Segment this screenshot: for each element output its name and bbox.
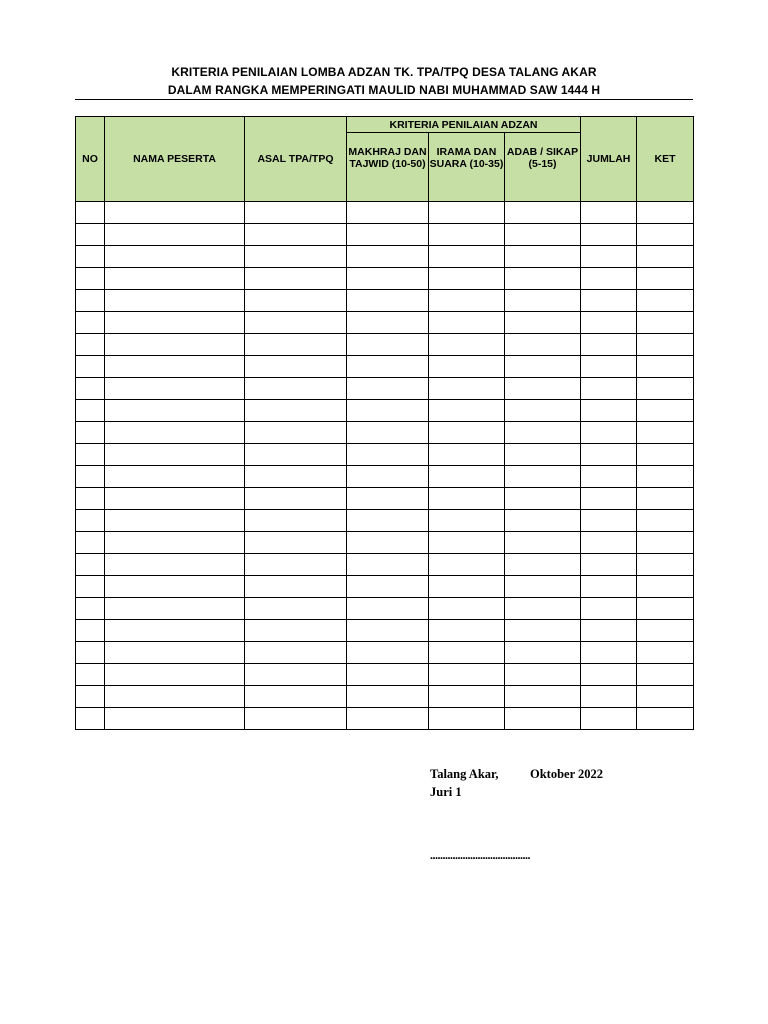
table-cell: [105, 400, 245, 422]
table-cell: [76, 400, 105, 422]
table-row: [76, 488, 694, 510]
table-cell: [505, 422, 581, 444]
table-cell: [245, 664, 347, 686]
table-cell: [505, 686, 581, 708]
table-cell: [76, 356, 105, 378]
table-cell: [76, 642, 105, 664]
table-cell: [347, 312, 429, 334]
table-cell: [505, 664, 581, 686]
table-cell: [505, 708, 581, 730]
table-cell: [637, 378, 694, 400]
table-cell: [505, 510, 581, 532]
table-cell: [581, 422, 637, 444]
table-cell: [105, 576, 245, 598]
table-cell: [245, 576, 347, 598]
table-cell: [105, 356, 245, 378]
table-cell: [581, 488, 637, 510]
table-cell: [637, 642, 694, 664]
table-cell: [581, 312, 637, 334]
table-row: [76, 664, 694, 686]
table-cell: [637, 598, 694, 620]
table-cell: [637, 708, 694, 730]
table-cell: [245, 598, 347, 620]
document-title-line-1: KRITERIA PENILAIAN LOMBA ADZAN TK. TPA/TPQ DESA TALANG AKAR: [171, 65, 597, 79]
table-cell: [245, 708, 347, 730]
table-cell: [76, 620, 105, 642]
table-cell: [429, 686, 505, 708]
table-row: [76, 356, 694, 378]
table-row: [76, 532, 694, 554]
table-row: [76, 708, 694, 730]
table-cell: [105, 510, 245, 532]
table-cell: [347, 224, 429, 246]
table-cell: [637, 686, 694, 708]
table-cell: [347, 422, 429, 444]
table-cell: [76, 488, 105, 510]
table-cell: [581, 576, 637, 598]
table-cell: [245, 224, 347, 246]
table-row: [76, 378, 694, 400]
table-cell: [245, 378, 347, 400]
table-cell: [429, 356, 505, 378]
table-cell: [429, 334, 505, 356]
title-divider: [75, 99, 693, 100]
table-cell: [505, 620, 581, 642]
table-cell: [429, 224, 505, 246]
table-cell: [245, 246, 347, 268]
table-row: [76, 642, 694, 664]
table-row: [76, 422, 694, 444]
table-row: [76, 312, 694, 334]
table-cell: [581, 708, 637, 730]
table-cell: [429, 202, 505, 224]
table-cell: [581, 268, 637, 290]
table-cell: [347, 488, 429, 510]
header-nama-peserta: NAMA PESERTA: [105, 117, 245, 202]
table-cell: [347, 664, 429, 686]
table-cell: [581, 664, 637, 686]
table-cell: [347, 444, 429, 466]
table-cell: [347, 290, 429, 312]
table-cell: [505, 202, 581, 224]
table-cell: [105, 708, 245, 730]
table-cell: [76, 378, 105, 400]
table-cell: [429, 290, 505, 312]
table-cell: [105, 532, 245, 554]
table-cell: [637, 444, 694, 466]
table-cell: [245, 554, 347, 576]
table-cell: [505, 466, 581, 488]
table-cell: [429, 444, 505, 466]
table-cell: [76, 290, 105, 312]
table-cell: [429, 554, 505, 576]
table-cell: [581, 620, 637, 642]
table-cell: [637, 554, 694, 576]
table-cell: [76, 598, 105, 620]
table-cell: [505, 334, 581, 356]
table-row: [76, 246, 694, 268]
table-row: [76, 510, 694, 532]
table-cell: [76, 224, 105, 246]
table-cell: [245, 488, 347, 510]
table-cell: [581, 510, 637, 532]
table-cell: [76, 708, 105, 730]
table-cell: [505, 378, 581, 400]
table-cell: [76, 576, 105, 598]
table-cell: [105, 202, 245, 224]
header-asal-tpa: ASAL TPA/TPQ: [245, 117, 347, 202]
table-cell: [76, 202, 105, 224]
table-cell: [637, 290, 694, 312]
table-cell: [505, 246, 581, 268]
table-cell: [505, 444, 581, 466]
table-cell: [581, 598, 637, 620]
table-cell: [245, 510, 347, 532]
table-cell: [581, 356, 637, 378]
table-cell: [105, 642, 245, 664]
table-cell: [347, 246, 429, 268]
table-cell: [429, 598, 505, 620]
table-cell: [105, 488, 245, 510]
table-cell: [637, 334, 694, 356]
table-cell: [581, 290, 637, 312]
table-cell: [245, 400, 347, 422]
table-row: [76, 686, 694, 708]
document-title-line-2: DALAM RANGKA MEMPERINGATI MAULID NABI MUHAMMAD SAW 1444 H: [167, 83, 601, 97]
table-row: [76, 576, 694, 598]
table-cell: [581, 532, 637, 554]
table-cell: [429, 664, 505, 686]
table-cell: [105, 444, 245, 466]
table-cell: [505, 576, 581, 598]
header-makhraj-tajwid: MAKHRAJ DAN TAJWID (10-50): [347, 133, 429, 202]
table-cell: [429, 422, 505, 444]
table-cell: [245, 422, 347, 444]
table-row: [76, 598, 694, 620]
table-cell: [347, 268, 429, 290]
table-cell: [105, 686, 245, 708]
header-kriteria-group: KRITERIA PENILAIAN ADZAN: [347, 117, 581, 133]
table-cell: [245, 686, 347, 708]
table-cell: [637, 268, 694, 290]
table-cell: [637, 532, 694, 554]
table-cell: [581, 400, 637, 422]
score-table: [75, 116, 694, 730]
table-cell: [76, 444, 105, 466]
table-cell: [505, 554, 581, 576]
table-row: [76, 554, 694, 576]
table-cell: [581, 444, 637, 466]
table-cell: [105, 334, 245, 356]
table-cell: [429, 642, 505, 664]
table-cell: [505, 488, 581, 510]
header-adab-sikap: ADAB / SIKAP (5-15): [505, 133, 581, 202]
table-cell: [429, 488, 505, 510]
table-cell: [637, 488, 694, 510]
table-cell: [347, 598, 429, 620]
table-cell: [245, 202, 347, 224]
table-row: [76, 290, 694, 312]
table-cell: [76, 664, 105, 686]
table-row: [76, 444, 694, 466]
table-cell: [429, 378, 505, 400]
table-cell: [637, 620, 694, 642]
table-cell: [505, 356, 581, 378]
table-cell: [637, 224, 694, 246]
table-cell: [245, 444, 347, 466]
table-cell: [581, 378, 637, 400]
table-cell: [505, 532, 581, 554]
table-cell: [105, 598, 245, 620]
table-cell: [581, 224, 637, 246]
table-cell: [105, 554, 245, 576]
table-cell: [76, 686, 105, 708]
header-ket: KET: [637, 117, 694, 202]
table-cell: [581, 642, 637, 664]
table-cell: [581, 202, 637, 224]
table-cell: [637, 422, 694, 444]
table-cell: [105, 268, 245, 290]
table-cell: [105, 246, 245, 268]
table-cell: [245, 356, 347, 378]
table-cell: [105, 224, 245, 246]
table-row: [76, 466, 694, 488]
table-cell: [105, 422, 245, 444]
table-cell: [505, 642, 581, 664]
table-row: [76, 334, 694, 356]
table-cell: [245, 620, 347, 642]
table-cell: [76, 422, 105, 444]
signature-place: Talang Akar,: [430, 767, 499, 781]
table-cell: [245, 532, 347, 554]
table-cell: [245, 466, 347, 488]
table-cell: [429, 246, 505, 268]
table-cell: [76, 510, 105, 532]
table-cell: [245, 642, 347, 664]
table-cell: [76, 554, 105, 576]
table-cell: [347, 686, 429, 708]
table-cell: [429, 400, 505, 422]
table-cell: [581, 686, 637, 708]
table-cell: [76, 466, 105, 488]
table-cell: [581, 554, 637, 576]
table-cell: [347, 510, 429, 532]
table-cell: [637, 510, 694, 532]
table-row: [76, 224, 694, 246]
table-cell: [347, 708, 429, 730]
table-cell: [581, 466, 637, 488]
table-cell: [505, 312, 581, 334]
table-cell: [76, 268, 105, 290]
table-cell: [581, 246, 637, 268]
table-cell: [637, 246, 694, 268]
signature-juri: Juri 1: [430, 785, 462, 799]
table-cell: [637, 576, 694, 598]
table-cell: [245, 312, 347, 334]
table-cell: [429, 620, 505, 642]
table-row: [76, 202, 694, 224]
signature-line: ........................................: [430, 848, 530, 862]
table-cell: [637, 312, 694, 334]
table-row: [76, 268, 694, 290]
table-cell: [429, 466, 505, 488]
table-cell: [637, 466, 694, 488]
table-cell: [637, 356, 694, 378]
table-cell: [347, 532, 429, 554]
table-cell: [505, 598, 581, 620]
table-cell: [245, 268, 347, 290]
table-cell: [347, 576, 429, 598]
table-cell: [347, 642, 429, 664]
table-cell: [429, 708, 505, 730]
table-cell: [429, 576, 505, 598]
table-cell: [245, 334, 347, 356]
table-cell: [76, 246, 105, 268]
table-cell: [429, 268, 505, 290]
table-cell: [76, 334, 105, 356]
table-cell: [105, 312, 245, 334]
table-cell: [347, 356, 429, 378]
header-no: NO: [76, 117, 105, 202]
table-cell: [347, 378, 429, 400]
table-cell: [505, 290, 581, 312]
table-cell: [347, 554, 429, 576]
table-cell: [347, 466, 429, 488]
table-cell: [76, 312, 105, 334]
score-table-body: [76, 202, 694, 730]
table-cell: [637, 202, 694, 224]
table-cell: [637, 664, 694, 686]
table-cell: [505, 224, 581, 246]
table-cell: [505, 268, 581, 290]
table-cell: [505, 400, 581, 422]
table-cell: [105, 290, 245, 312]
table-cell: [429, 510, 505, 532]
table-cell: [581, 334, 637, 356]
table-cell: [76, 532, 105, 554]
header-jumlah: JUMLAH: [581, 117, 637, 202]
table-cell: [637, 400, 694, 422]
table-cell: [429, 532, 505, 554]
table-cell: [347, 202, 429, 224]
table-cell: [347, 334, 429, 356]
table-cell: [105, 620, 245, 642]
table-cell: [245, 290, 347, 312]
table-row: [76, 620, 694, 642]
table-cell: [347, 620, 429, 642]
table-cell: [429, 312, 505, 334]
table-cell: [105, 378, 245, 400]
table-row: [76, 400, 694, 422]
signature-month-year: Oktober 2022: [530, 767, 604, 781]
table-cell: [105, 664, 245, 686]
header-irama-suara: IRAMA DAN SUARA (10-35): [429, 133, 505, 202]
table-cell: [105, 466, 245, 488]
table-cell: [347, 400, 429, 422]
